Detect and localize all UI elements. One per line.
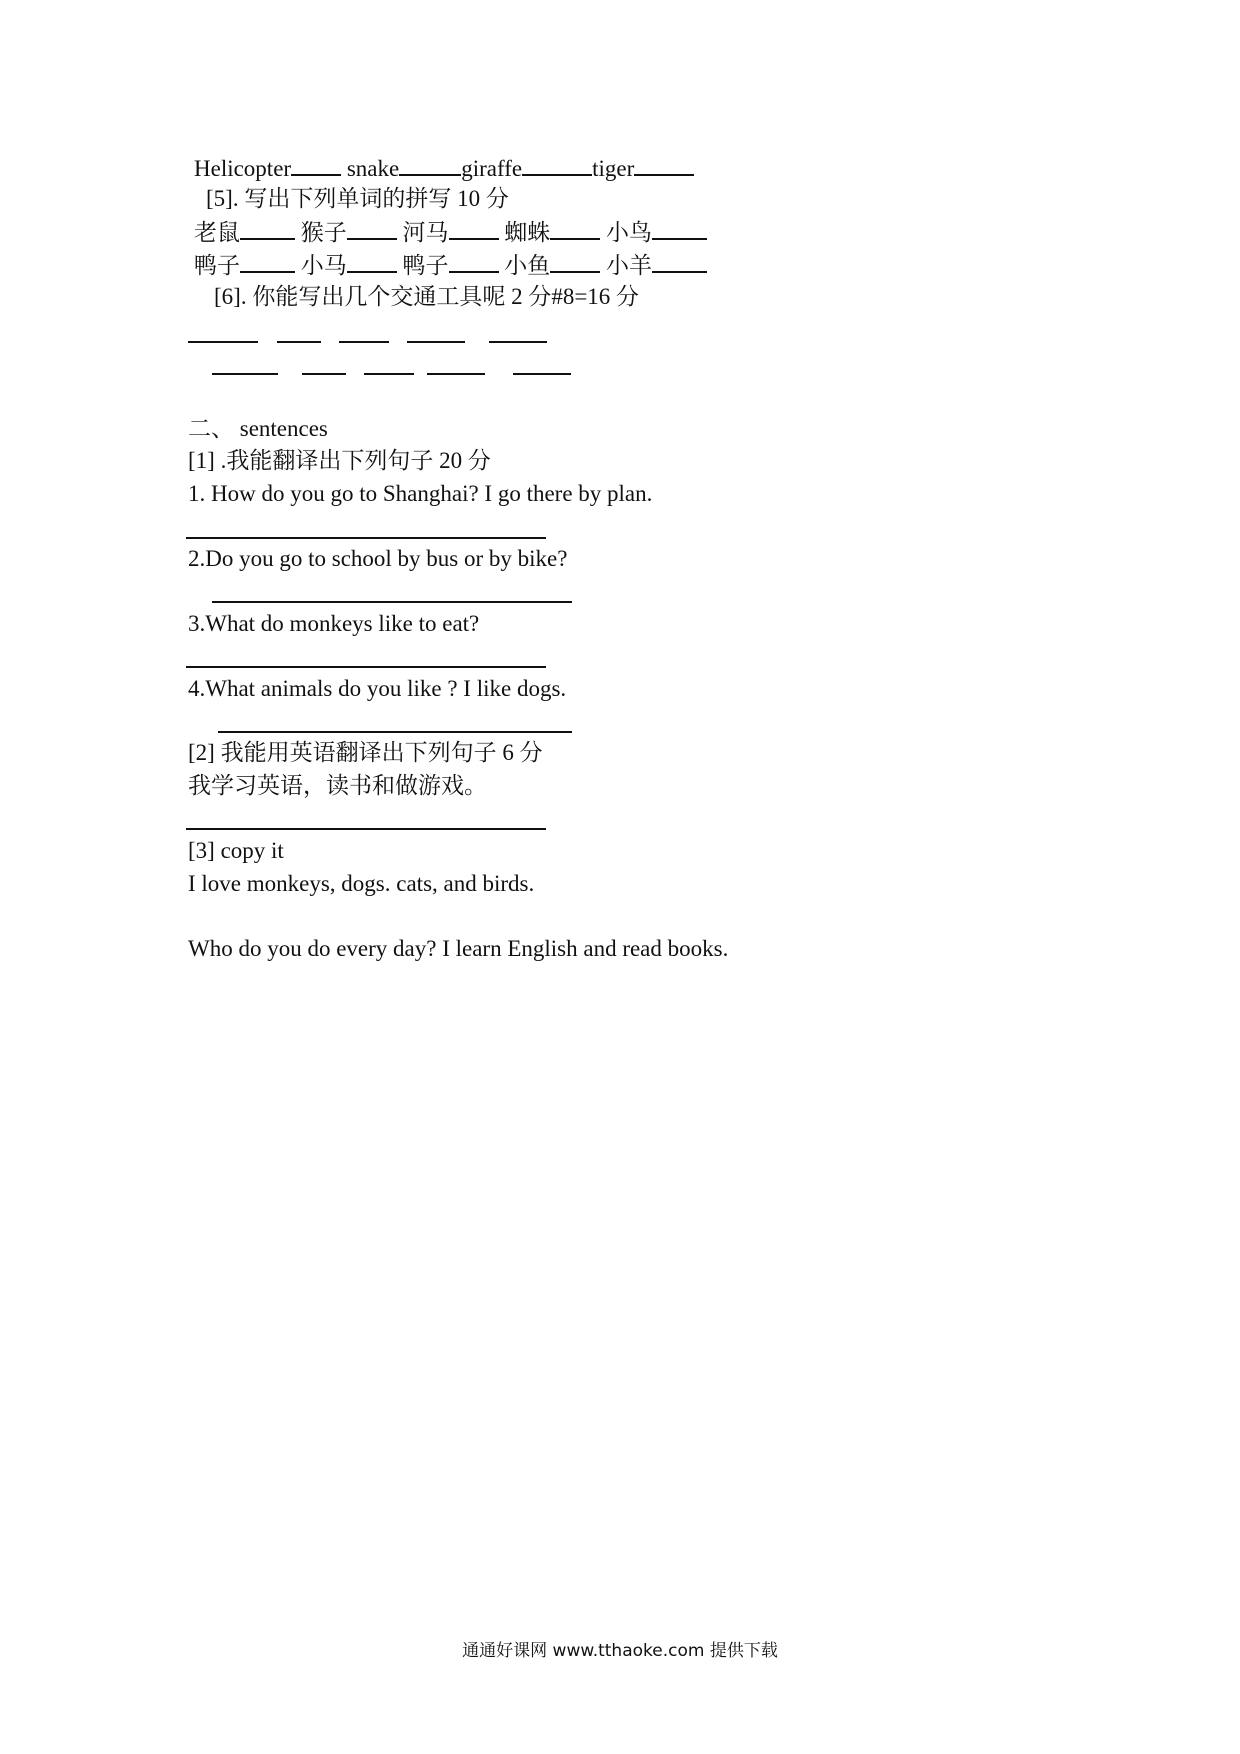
answer-line — [186, 666, 546, 668]
copy-line-1: I love monkeys, dogs. cats, and birds. — [188, 871, 535, 896]
answer-line — [188, 341, 258, 343]
sub1-title: [1] .我能翻译出下列句子 20 分 — [188, 448, 491, 473]
word-tiger: tiger — [592, 156, 635, 181]
part2-heading: 二、 sentences — [188, 416, 328, 441]
blank — [399, 152, 461, 176]
word-helicopter: Helicopter — [194, 156, 292, 181]
blank — [634, 152, 694, 176]
blank — [347, 249, 397, 273]
sub3-title: [3] copy it — [188, 838, 284, 863]
blank — [449, 216, 499, 240]
blank — [652, 249, 707, 273]
answer-line — [212, 373, 278, 375]
section5-word: 鸭子 — [402, 253, 449, 278]
word-giraffe: giraffe — [461, 156, 523, 181]
section5-word: 猴子 — [300, 220, 347, 245]
section5-word: 小羊 — [606, 253, 652, 278]
answer-line — [186, 828, 546, 830]
answer-line — [302, 373, 346, 375]
section5-row2 — [194, 249, 707, 281]
blank — [240, 249, 295, 273]
answer-line — [212, 601, 572, 603]
section5-word: 小鱼 — [504, 253, 551, 278]
blank — [347, 216, 397, 240]
sub2-text: 我学习英语，读书和做游戏。 — [188, 773, 487, 798]
blank — [652, 216, 707, 240]
answer-line — [407, 341, 465, 343]
section5-row1 — [194, 216, 707, 248]
words-row — [194, 152, 694, 184]
blank — [550, 216, 600, 240]
section5-word: 鸭子 — [194, 253, 240, 278]
sub2-title: [2] 我能用英语翻译出下列句子 6 分 — [188, 740, 543, 765]
question-4: 4.What animals do you like ? I like dogs. — [188, 676, 567, 701]
answer-line — [339, 341, 389, 343]
footer-watermark: 通通好课网 www.tthaoke.com 提供下载 — [462, 1641, 778, 1661]
word-snake: snake — [346, 156, 400, 181]
question-2: 2.Do you go to school by bus or by bike? — [188, 546, 568, 571]
answer-line — [427, 373, 485, 375]
question-1: 1. How do you go to Shanghai? I go there by plan. — [188, 481, 653, 506]
blank — [522, 152, 592, 176]
section5-word: 蜘蛛 — [504, 220, 551, 245]
section5-word: 老鼠 — [194, 220, 240, 245]
answer-line — [218, 731, 572, 733]
section6-title: [6]. 你能写出几个交通工具呢 2 分#8=16 分 — [214, 284, 640, 309]
section5-word: 小马 — [300, 253, 347, 278]
question-3: 3.What do monkeys like to eat? — [188, 611, 480, 636]
copy-line-2: Who do you do every day? I learn English and read books. — [188, 936, 729, 961]
answer-line — [364, 373, 414, 375]
blank — [240, 216, 295, 240]
answer-line — [513, 373, 571, 375]
blank — [291, 152, 341, 176]
section5-title: [5]. 写出下列单词的拼写 10 分 — [206, 186, 509, 211]
answer-line — [186, 537, 546, 539]
blank — [449, 249, 499, 273]
answer-line — [489, 341, 547, 343]
blank — [550, 249, 600, 273]
answer-line — [277, 341, 321, 343]
section5-word: 河马 — [402, 220, 449, 245]
section5-word: 小鸟 — [606, 220, 652, 245]
